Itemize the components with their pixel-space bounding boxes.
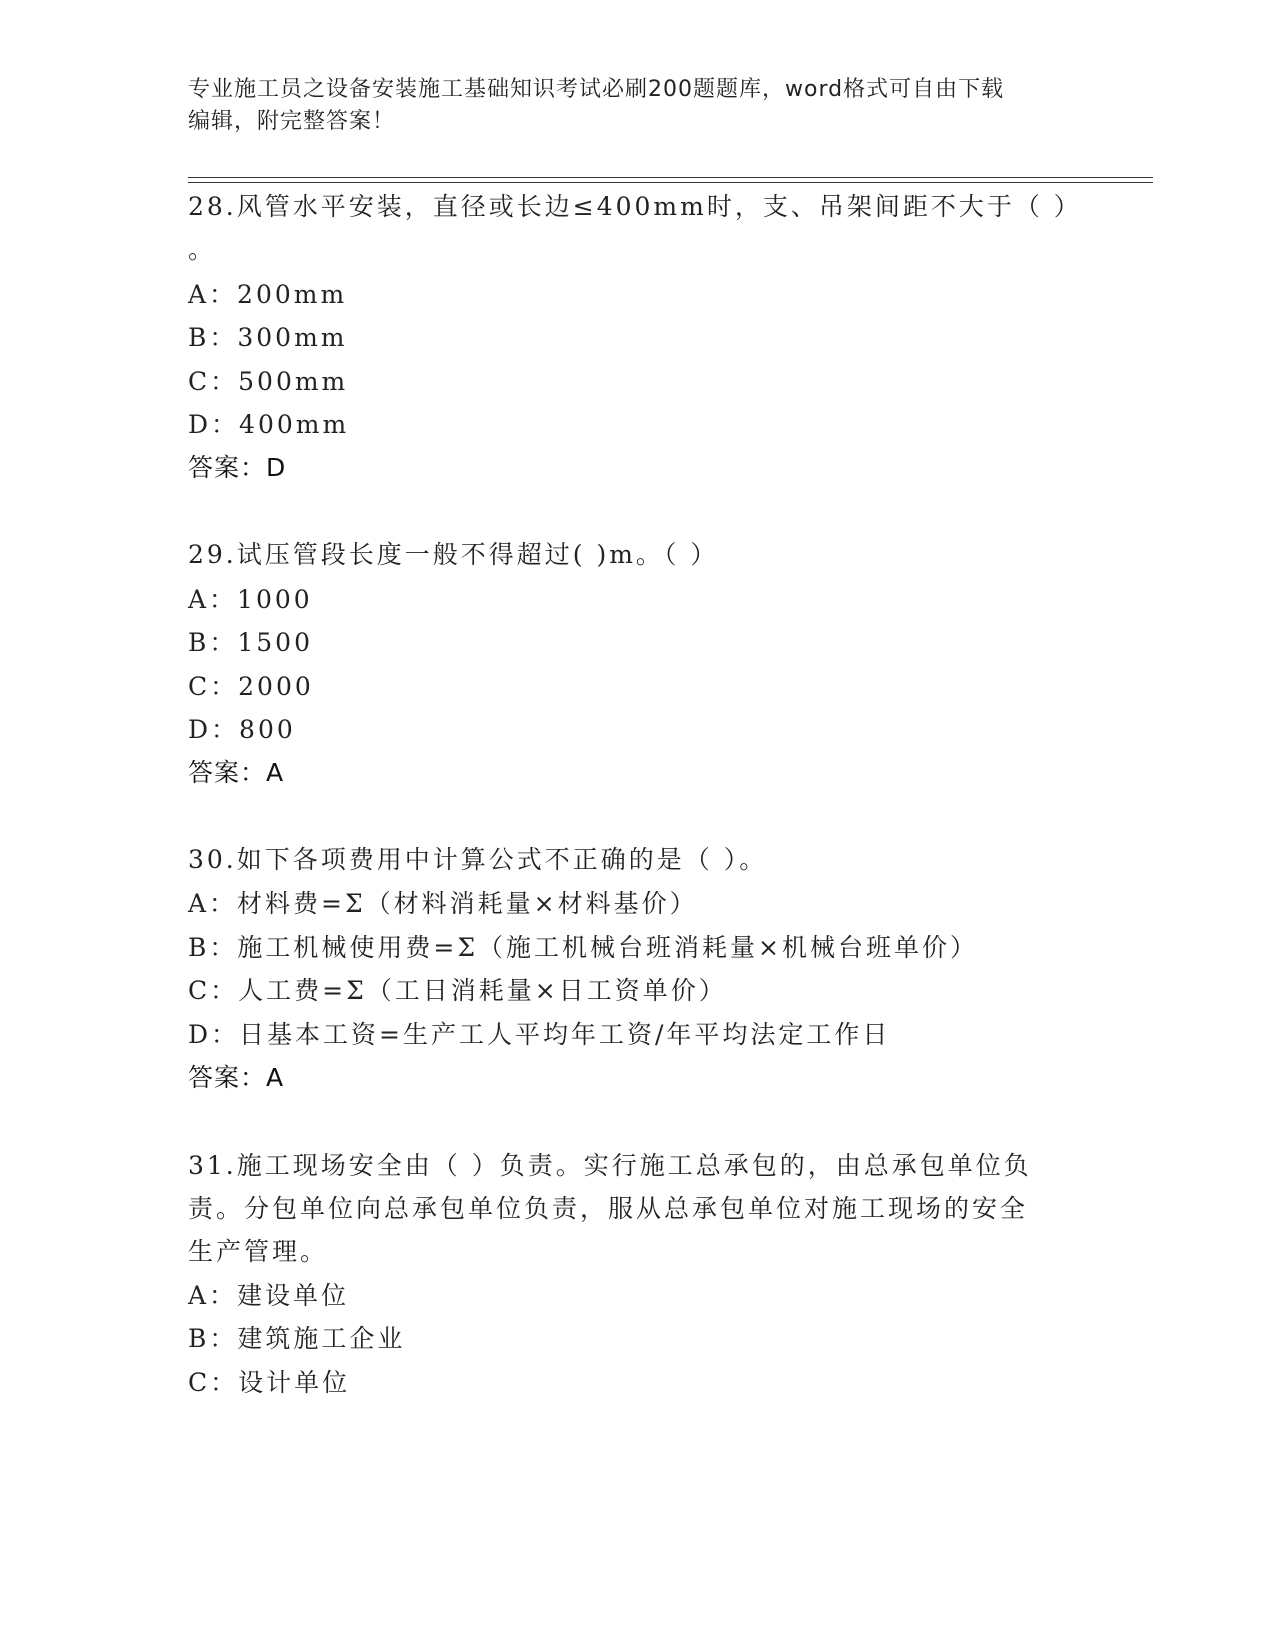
header-divider-bottom (188, 182, 1153, 183)
question-30-option-a: A：材料费=Σ（材料消耗量×材料基价） (188, 889, 698, 918)
question-30-option-b: B：施工机械使用费=Σ（施工机械台班消耗量×机械台班单价） (188, 933, 978, 962)
question-29-stem: 29.试压管段长度一般不得超过( )m。（ ） (188, 540, 719, 569)
question-30-option-d: D：日基本工资=生产工人平均年工资/年平均法定工作日 (188, 1020, 891, 1049)
header-divider-top (188, 177, 1153, 178)
header-title-line-2: 编辑，附完整答案！ (188, 109, 396, 134)
question-29-option-b: B：1500 (188, 628, 313, 657)
question-31-stem-line-2: 责。分包单位向总承包单位负责，服从总承包单位对施工现场的安全 (188, 1194, 1029, 1223)
question-30-answer: 答案：A (188, 1063, 285, 1092)
header-title-line-1: 专业施工员之设备安装施工基础知识考试必刷200题题库，word格式可自由下载 (188, 77, 1005, 102)
question-31-option-b: B：建筑施工企业 (188, 1324, 406, 1353)
question-28-option-a: A：200mm (188, 280, 348, 309)
question-31-stem-line-1: 31.施工现场安全由（ ）负责。实行施工总承包的，由总承包单位负 (188, 1151, 1032, 1180)
question-28-stem-continued: 。 (188, 235, 217, 264)
question-29-answer: 答案：A (188, 758, 285, 787)
question-28-option-d: D：400mm (188, 410, 350, 439)
question-28-stem: 28.风管水平安装，直径或长边≤400mm时，支、吊架间距不大于（ ） (188, 192, 1082, 221)
question-29-option-a: A：1000 (188, 585, 313, 614)
question-28-answer: 答案：D (188, 453, 287, 482)
question-29-option-d: D：800 (188, 715, 296, 744)
question-28-option-c: C：500mm (188, 367, 349, 396)
question-31-option-c: C：设计单位 (188, 1368, 351, 1397)
question-30-stem: 30.如下各项费用中计算公式不正确的是（ ）。 (188, 845, 768, 874)
question-29-option-c: C：2000 (188, 672, 314, 701)
question-28-option-b: B：300mm (188, 323, 348, 352)
document-header (188, 74, 1088, 138)
question-31-stem-line-3: 生产管理。 (188, 1237, 329, 1266)
question-31-option-a: A：建设单位 (188, 1281, 350, 1310)
question-30-option-c: C：人工费=Σ（工日消耗量×日工资单价） (188, 976, 727, 1005)
